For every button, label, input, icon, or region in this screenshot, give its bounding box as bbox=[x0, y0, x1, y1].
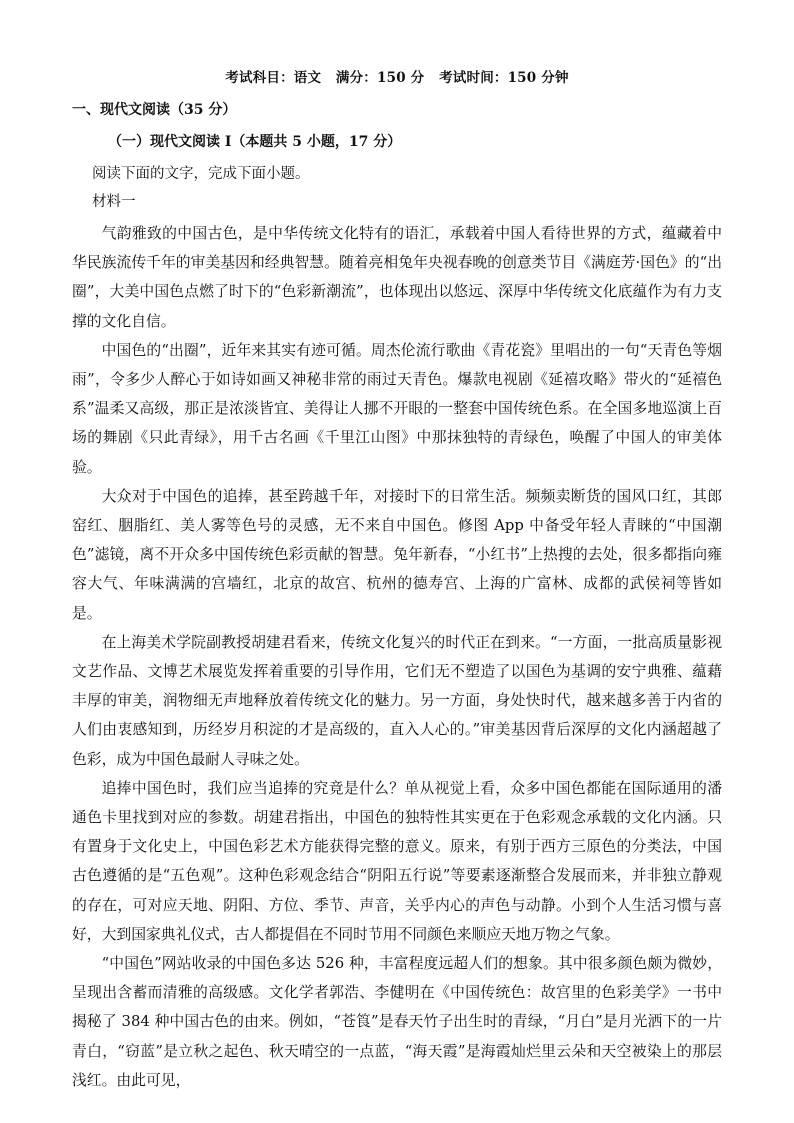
exam-full-score: 满分：150 分 bbox=[335, 70, 425, 86]
paragraph-1: 气韵雅致的中国古色，是中华传统文化特有的语汇，承载着中国人看待世界的方式，蕴藏着中华民族流传千年的审美基因和经典智慧。随着亮相兔年央视春晚的创意类节目《满庭芳·国色》的“出圈”，大美中国色点燃了时下的“色彩新潮流”，也体现出以悠远、深厚中华传统文化底蕴作为有力支撑的文化自信。 bbox=[72, 225, 722, 330]
exam-header bbox=[0, 66, 794, 86]
paragraph-4: 在上海美术学院副教授胡建君看来，传统文化复兴的时代正在到来。“一方面，一批高质量影视文艺作品、文博艺术展览发挥着重要的引导作用，它们无不塑造了以国色为基调的安宁典雅、蕴藉丰厚的审美，润物细无声地释放着传统文化的魅力。另一方面，身处快时代，越来越多善于内省的人们由衷感知到，历经岁月积淀的才是高级的，直入人心的。”审美基因背后深厚的文化内涵超越了色彩，成为中国色最耐人寻味之处。 bbox=[72, 633, 722, 768]
section-title: 一、现代文阅读（35 分） bbox=[72, 102, 237, 118]
material-label: 材料一 bbox=[92, 194, 136, 210]
paragraph-2: 中国色的“出圈”，近年来其实有迹可循。周杰伦流行歌曲《青花瓷》里唱出的一句“天青色等烟雨”，令多少人醉心于如诗如画又神秘非常的雨过天青色。爆款电视剧《延禧攻略》带火的“延禧色系”温柔又高级，那正是浓淡皆宜、美得让人挪不开眼的一整套中国传统色系。在全国多地巡演上百场的舞剧《只此青绿》，用千古名画《千里江山图》中那抹独特的青绿色，唤醒了中国人的审美体验。 bbox=[72, 341, 722, 476]
instruction-text: 阅读下面的文字，完成下面小题。 bbox=[92, 166, 310, 182]
section-subtitle: （一）现代文阅读 I（本题共 5 小题，17 分） bbox=[108, 134, 402, 150]
paragraph-3: 大众对于中国色的追捧，甚至跨越千年，对接时下的日常生活。频频卖断货的国风口红，其郎窑红、胭脂红、美人雾等色号的灵感，无不来自中国色。修图 App 中备受年轻人青睐的“中国潮色”滤镜，离不开众多中国传统色彩贡献的智慧。兔年新春，“小红书”上热搜的去处，很多都指向雍容大气、年味满满的宫墙红，北京的故宫、杭州的德寿宫、上海的广富林、成都的武侯祠等皆如是。 bbox=[72, 487, 722, 622]
exam-time: 考试时间：150 分钟 bbox=[439, 70, 569, 86]
reading-passage bbox=[72, 219, 722, 1095]
paragraph-6: “中国色”网站收录的中国色多达 526 种，丰富程度远超人们的想象。其中很多颜色颇为微妙，呈现出含蓄而清雅的高级感。文化学者郭浩、李健明在《中国传统色：故宫里的色彩美学》一书中揭秘了 384 种中国古色的由来。例如，“苍筤”是春天竹子出生时的青绿，“月白”是月光洒下的一片青白，“窃蓝”是立秋之起色、秋天晴空的一点蓝，“海天霞”是海霞灿烂里云朵和天空被染上的那层浅红。由此可见， bbox=[72, 955, 722, 1089]
paragraph-5: 追捧中国色时，我们应当追捧的究竟是什么？单从视觉上看，众多中国色都能在国际通用的潘通色卡里找到对应的参数。胡建君指出，中国色的独特性其实更在于色彩观念承载的文化内涵。只有置身于文化史上，中国色彩艺术方能获得完整的意义。原来，有别于西方三原色的分类法，中国古色遵循的是“五色观”。这种色彩观念结合“阴阳五行说”等要素逐渐整合发展而来，并非独立静观的存在，可对应天地、阴阳、方位、季节、声音，关乎内心的声色与动静。小到个人生活习惯与喜好，大到国家典礼仪式，古人都提倡在不同时节用不同颜色来顺应天地万物之气象。 bbox=[72, 779, 722, 943]
exam-subject: 考试科目：语文 bbox=[225, 70, 322, 86]
